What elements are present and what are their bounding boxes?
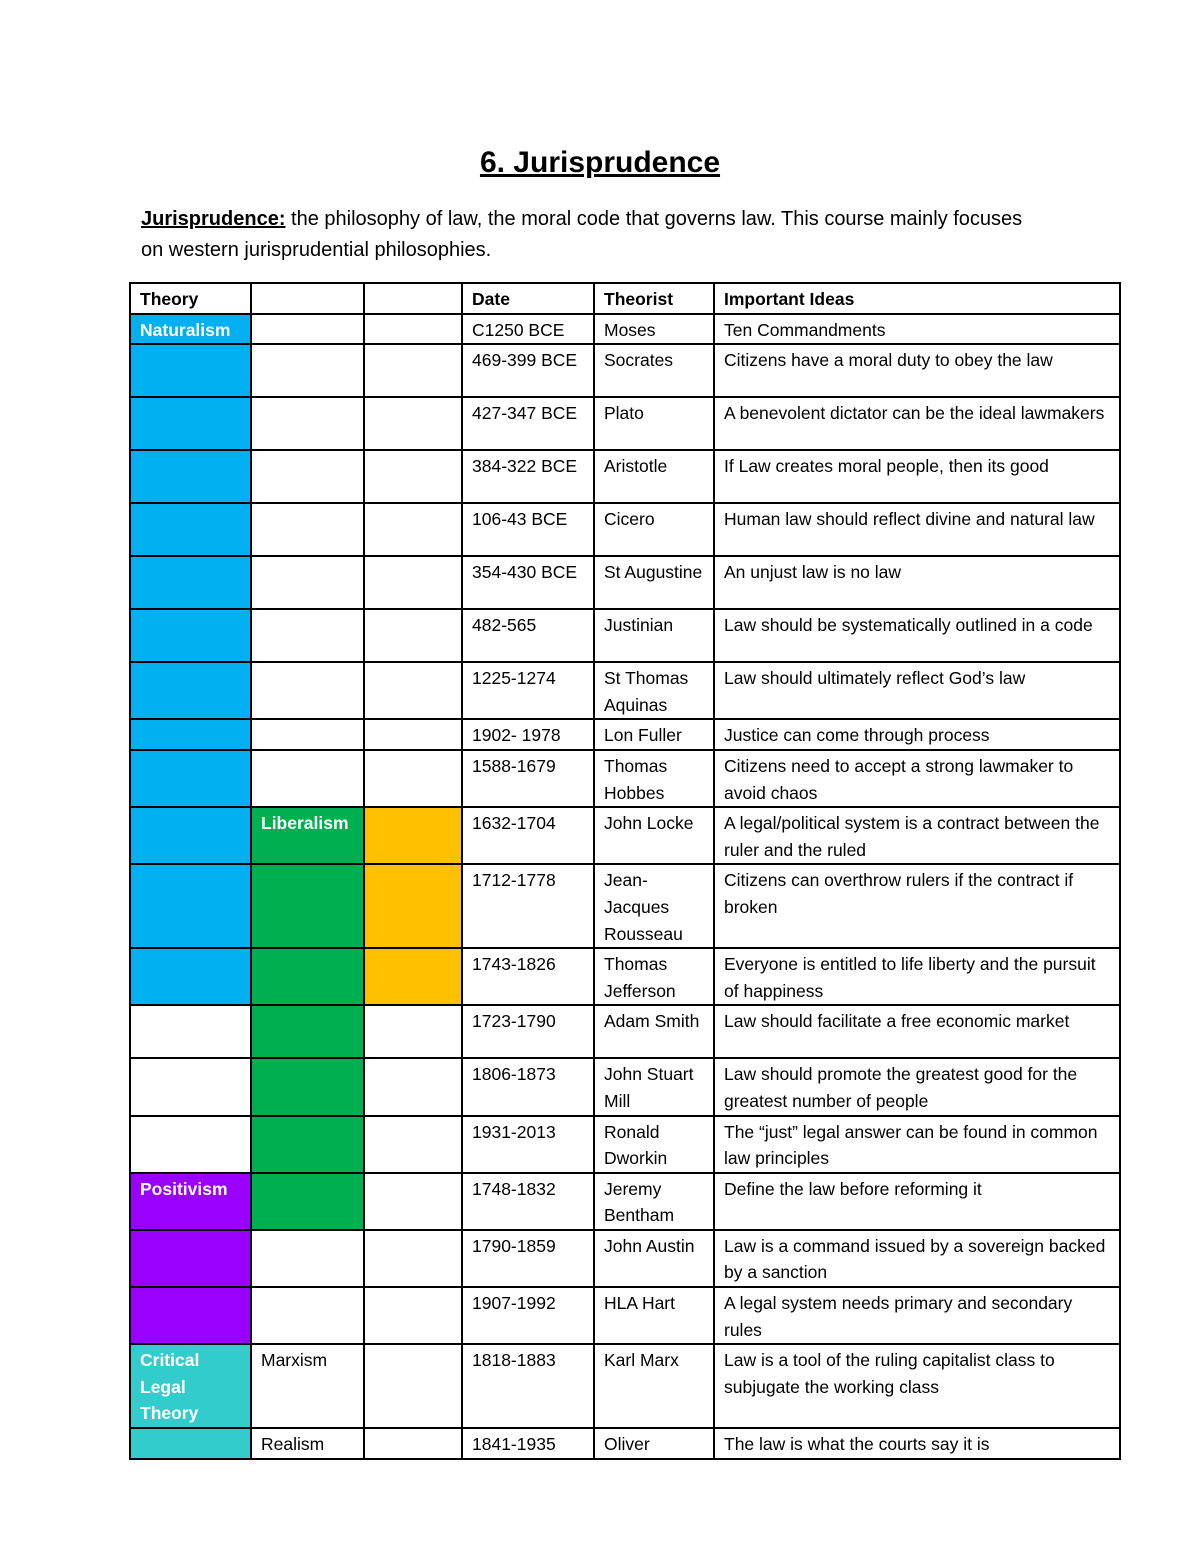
subgroup-cell [364,1428,462,1459]
idea-cell: A benevolent dictator can be the ideal lawmakers [714,397,1120,450]
subtheory-cell: Liberalism [251,807,364,864]
subgroup-cell [364,397,462,450]
idea-cell: Ten Commandments [714,314,1120,345]
idea-cell: Justice can come through process [714,719,1120,750]
intro-paragraph [141,204,1041,266]
subgroup-cell [364,662,462,719]
subgroup-cell [364,1058,462,1115]
theory-cell [130,1230,251,1287]
idea-cell: A legal/political system is a contract between the ruler and the ruled [714,807,1120,864]
subgroup-cell [364,1287,462,1344]
theorist-cell: Lon Fuller [594,719,714,750]
subtheory-cell [251,556,364,609]
idea-cell: Law should be systematically outlined in a code [714,609,1120,662]
table-row [130,1058,1120,1115]
subgroup-cell [364,1230,462,1287]
theorist-cell: Socrates [594,344,714,397]
subtheory-cell: Realism [251,1428,364,1459]
subtheory-cell [251,314,364,345]
header-cell-theorist: Theorist [594,283,714,314]
idea-cell: Law should ultimately reflect God’s law [714,662,1120,719]
theory-cell: Critical Legal Theory [130,1344,251,1428]
table-row [130,1230,1120,1287]
subtheory-cell [251,750,364,807]
theorist-cell: John Austin [594,1230,714,1287]
date-cell: 1632-1704 [462,807,594,864]
theorist-cell: Thomas Hobbes [594,750,714,807]
theorist-cell: Jean-Jacques Rousseau [594,864,714,948]
subgroup-cell [364,1116,462,1173]
subtheory-cell [251,1173,364,1230]
subtheory-cell [251,1287,364,1344]
theorist-cell: St Augustine [594,556,714,609]
header-cell-important-ideas: Important Ideas [714,283,1120,314]
table-row [130,609,1120,662]
date-cell: 106-43 BCE [462,503,594,556]
theory-cell [130,662,251,719]
subgroup-cell [364,719,462,750]
table-row [130,1428,1120,1459]
subgroup-cell [364,609,462,662]
idea-cell: If Law creates moral people, then its good [714,450,1120,503]
date-cell: 469-399 BCE [462,344,594,397]
table-row [130,556,1120,609]
header-cell-date: Date [462,283,594,314]
table-row [130,503,1120,556]
subtheory-cell [251,864,364,948]
subtheory-cell [251,948,364,1005]
subgroup-cell [364,314,462,345]
subtheory-cell [251,1116,364,1173]
table-row [130,948,1120,1005]
idea-cell: Citizens can overthrow rulers if the contract if broken [714,864,1120,948]
subgroup-cell [364,1005,462,1058]
date-cell: 1806-1873 [462,1058,594,1115]
theory-cell [130,719,251,750]
theory-cell [130,807,251,864]
date-cell: 384-322 BCE [462,450,594,503]
subtheory-cell: Marxism [251,1344,364,1428]
idea-cell: Human law should reflect divine and natural law [714,503,1120,556]
theory-cell [130,344,251,397]
table-row [130,1116,1120,1173]
date-cell: 1225-1274 [462,662,594,719]
date-cell: 354-430 BCE [462,556,594,609]
theorist-cell: Jeremy Bentham [594,1173,714,1230]
date-cell: 1748-1832 [462,1173,594,1230]
table-header-row [130,283,1120,314]
idea-cell: Everyone is entitled to life liberty and the pursuit of happiness [714,948,1120,1005]
theory-cell: Positivism [130,1173,251,1230]
subgroup-cell [364,1173,462,1230]
theorist-cell: Karl Marx [594,1344,714,1428]
theory-cell [130,450,251,503]
theory-cell: Naturalism [130,314,251,345]
definition-text: the philosophy of law, the moral code that governs law. This course mainly focuses on western jurisprudential philosophies. [141,208,1023,261]
subtheory-cell [251,662,364,719]
theorist-cell: Oliver [594,1428,714,1459]
table-row [130,719,1120,750]
theory-cell [130,397,251,450]
theorist-cell: Ronald Dworkin [594,1116,714,1173]
subtheory-cell [251,1058,364,1115]
table-row [130,344,1120,397]
table-row [130,807,1120,864]
date-cell: 1712-1778 [462,864,594,948]
idea-cell: Citizens need to accept a strong lawmaker to avoid chaos [714,750,1120,807]
table-row [130,1287,1120,1344]
date-cell: 427-347 BCE [462,397,594,450]
theorist-cell: Thomas Jefferson [594,948,714,1005]
header-cell-theory: Theory [130,283,251,314]
table-row [130,450,1120,503]
table-row [130,662,1120,719]
date-cell: 1818-1883 [462,1344,594,1428]
subtheory-cell [251,719,364,750]
theorist-cell: Adam Smith [594,1005,714,1058]
theorist-cell: Plato [594,397,714,450]
idea-cell: Define the law before reforming it [714,1173,1120,1230]
theorist-cell: Justinian [594,609,714,662]
subtheory-cell [251,344,364,397]
table-row [130,314,1120,345]
theory-cell [130,556,251,609]
idea-cell: An unjust law is no law [714,556,1120,609]
theory-cell [130,1116,251,1173]
header-cell-blank [251,283,364,314]
theory-cell [130,1287,251,1344]
date-cell: 1907-1992 [462,1287,594,1344]
table-row [130,1005,1120,1058]
theory-cell [130,1005,251,1058]
idea-cell: Law is a tool of the ruling capitalist class to subjugate the working class [714,1344,1120,1428]
jurisprudence-table [129,282,1121,1460]
idea-cell: Law is a command issued by a sovereign backed by a sanction [714,1230,1120,1287]
date-cell: 1902- 1978 [462,719,594,750]
subgroup-cell [364,450,462,503]
subgroup-cell [364,503,462,556]
date-cell: 1790-1859 [462,1230,594,1287]
theorist-cell: HLA Hart [594,1287,714,1344]
theory-cell [130,864,251,948]
subtheory-cell [251,503,364,556]
subgroup-cell [364,864,462,948]
idea-cell: Law should promote the greatest good for the greatest number of people [714,1058,1120,1115]
subtheory-cell [251,609,364,662]
subgroup-cell [364,948,462,1005]
subgroup-cell [364,1344,462,1428]
table-row [130,864,1120,948]
theorist-cell: Cicero [594,503,714,556]
theory-cell [130,948,251,1005]
date-cell: 1723-1790 [462,1005,594,1058]
theory-cell [130,750,251,807]
subtheory-cell [251,450,364,503]
definition-term: Jurisprudence: [141,208,286,230]
date-cell: 1841-1935 [462,1428,594,1459]
date-cell: 482-565 [462,609,594,662]
table-row [130,1344,1120,1428]
table-row [130,1173,1120,1230]
theory-cell [130,609,251,662]
subtheory-cell [251,1005,364,1058]
date-cell: 1931-2013 [462,1116,594,1173]
table-row [130,397,1120,450]
subgroup-cell [364,344,462,397]
idea-cell: Law should facilitate a free economic market [714,1005,1120,1058]
theorist-cell: St Thomas Aquinas [594,662,714,719]
date-cell: 1588-1679 [462,750,594,807]
table-row [130,750,1120,807]
theorist-cell: John Stuart Mill [594,1058,714,1115]
subgroup-cell [364,556,462,609]
idea-cell: Citizens have a moral duty to obey the law [714,344,1120,397]
idea-cell: The “just” legal answer can be found in common law principles [714,1116,1120,1173]
theory-cell [130,1428,251,1459]
subtheory-cell [251,397,364,450]
theory-cell [130,1058,251,1115]
idea-cell: A legal system needs primary and secondary rules [714,1287,1120,1344]
theorist-cell: Moses [594,314,714,345]
theorist-cell: John Locke [594,807,714,864]
theory-cell [130,503,251,556]
date-cell: 1743-1826 [462,948,594,1005]
date-cell: C1250 BCE [462,314,594,345]
header-cell-blank [364,283,462,314]
idea-cell: The law is what the courts say it is [714,1428,1120,1459]
subgroup-cell [364,807,462,864]
subtheory-cell [251,1230,364,1287]
theorist-cell: Aristotle [594,450,714,503]
page-title: 6. Jurisprudence [479,146,721,179]
subgroup-cell: Social Contract [364,750,462,807]
